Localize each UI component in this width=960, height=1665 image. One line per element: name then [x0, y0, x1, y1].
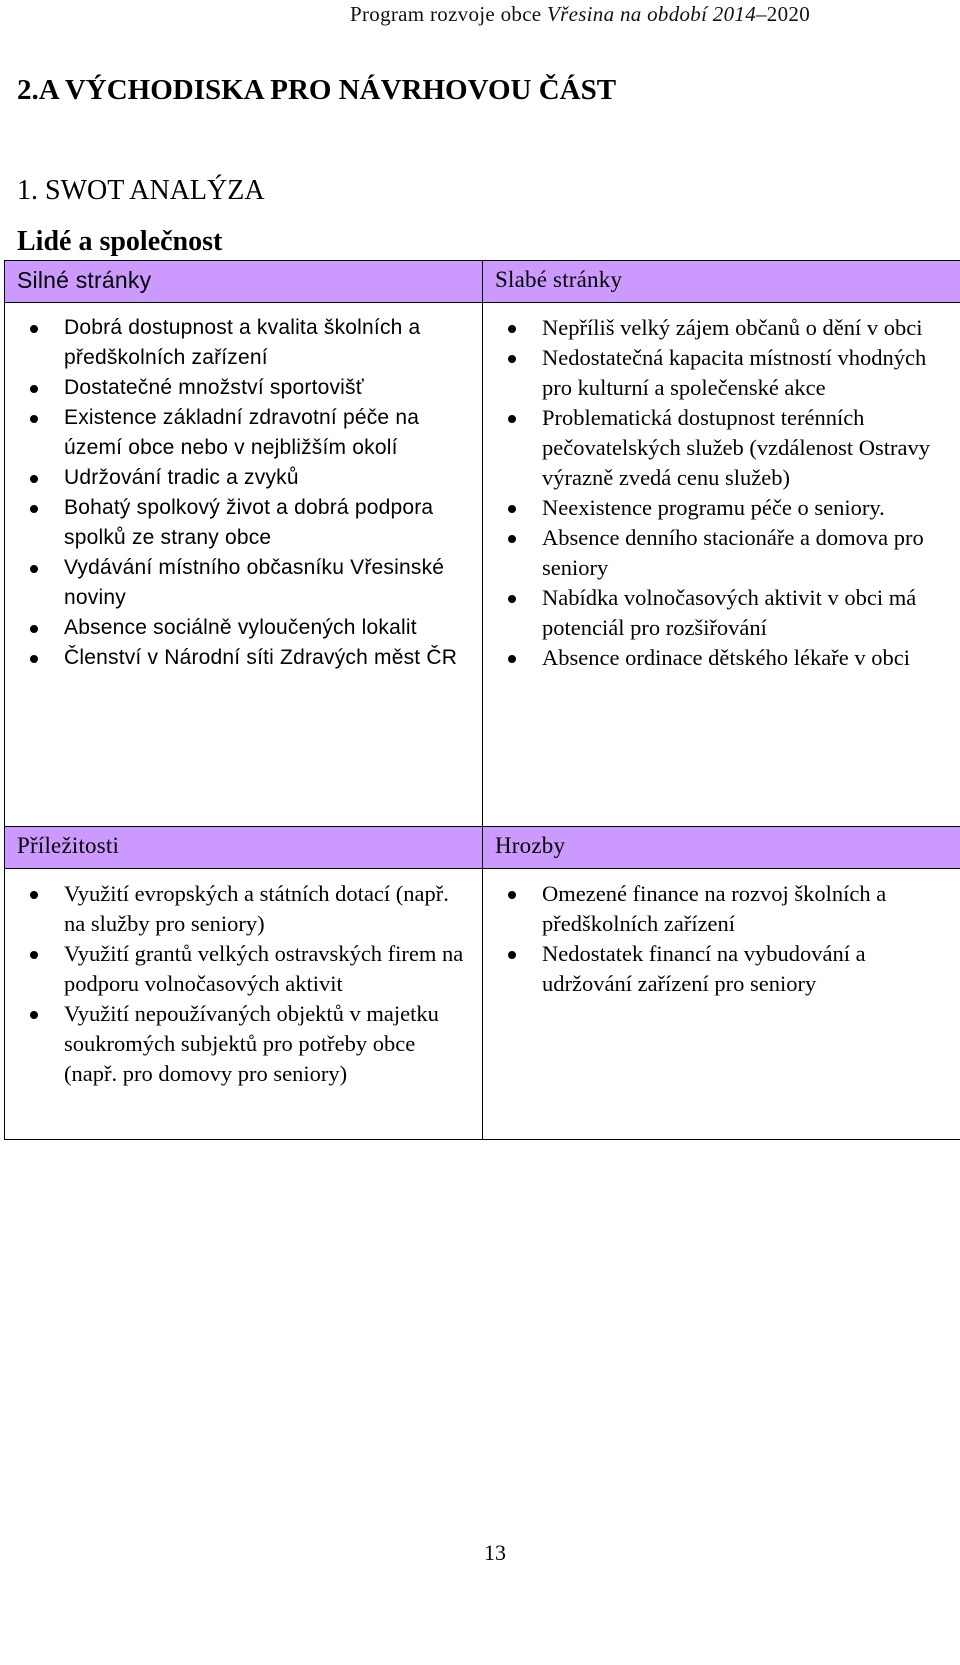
bullet-icon: [30, 625, 38, 633]
running-header-prefix: Program rozvoje obce: [350, 2, 547, 26]
list-item-text: Využití grantů velkých ostravských firem na podporu volnočasových aktivit: [64, 941, 464, 996]
list-item: [483, 523, 950, 583]
list-item: [5, 493, 472, 553]
list-item-text: Absence ordinace dětského lékaře v obci: [542, 645, 910, 670]
list-item-text: Existence základní zdravotní péče na území obce nebo v nejbližším okolí: [64, 406, 420, 459]
list-item: [5, 939, 472, 999]
strengths-cell: [5, 303, 483, 828]
bullet-icon: [508, 415, 516, 423]
subsection-title: Lidé a společnost: [17, 226, 223, 257]
bullet-icon: [508, 951, 516, 959]
bullet-icon: [508, 595, 516, 603]
list-item-text: Neexistence programu péče o seniory.: [542, 495, 885, 520]
list-item: [5, 373, 472, 403]
running-header-italic: Vřesina na období 2014: [546, 2, 756, 26]
bullet-icon: [508, 505, 516, 513]
list-item-text: Nedostatečná kapacita místností vhodných pro kulturní a společenské akce: [542, 345, 927, 400]
list-item-text: Nabídka volnočasových aktivit v obci má potenciál pro rozšiřování: [542, 585, 917, 640]
bullet-icon: [508, 891, 516, 899]
list-item-text: Nedostatek financí na vybudování a udržování zařízení pro seniory: [542, 941, 866, 996]
bullet-icon: [30, 505, 38, 513]
bullet-icon: [508, 355, 516, 363]
list-item: [483, 493, 950, 523]
list-item-text: Bohatý spolkový život a dobrá podpora spolků ze strany obce: [64, 496, 434, 549]
bullet-icon: [30, 891, 38, 899]
bullet-icon: [30, 385, 38, 393]
list-item-text: Vydávání místního občasníku Vřesinské noviny: [64, 556, 445, 609]
running-header-suffix: –2020: [756, 2, 810, 26]
list-item: [5, 553, 472, 613]
weaknesses-cell: [483, 303, 960, 828]
list-item-text: Dostatečné množství sportovišť: [64, 376, 364, 399]
bullet-icon: [508, 325, 516, 333]
bullet-icon: [30, 1011, 38, 1019]
list-item: [5, 613, 472, 643]
section-title: 2.A VÝCHODISKA PRO NÁVRHOVOU ČÁST: [17, 74, 617, 106]
opportunities-list: [5, 869, 482, 1089]
list-item: [483, 879, 950, 939]
list-item-text: Problematická dostupnost terénních pečovatelských služeb (vzdálenost Ostravy výrazně zvedá cenu služeb): [542, 405, 930, 490]
list-item: [5, 313, 472, 373]
bullet-icon: [30, 951, 38, 959]
strengths-list: [5, 303, 482, 673]
threats-cell: [483, 869, 960, 1140]
list-item: [5, 403, 472, 463]
list-item-text: Dobrá dostupnost a kvalita školních a předškolních zařízení: [64, 316, 421, 369]
list-item: [483, 583, 950, 643]
list-item: [5, 643, 472, 673]
list-item: [483, 643, 950, 673]
list-item: [483, 939, 950, 999]
strengths-header: Silné stránky: [5, 261, 483, 303]
bullet-icon: [30, 475, 38, 483]
list-item: [5, 999, 472, 1089]
list-item-text: Nepříliš velký zájem občanů o dění v obci: [542, 315, 923, 340]
weaknesses-list: [483, 303, 960, 673]
list-item: [483, 343, 950, 403]
opportunities-header: Příležitosti: [5, 827, 483, 869]
swot-title: 1. SWOT ANALÝZA: [17, 175, 265, 206]
swot-table-opportunities-threats: [4, 826, 960, 1140]
list-item: [5, 463, 472, 493]
list-item: [483, 403, 950, 493]
threats-list: [483, 869, 960, 999]
list-item-text: Členství v Národní síti Zdravých měst ČR: [64, 646, 458, 669]
list-item-text: Využití nepoužívaných objektů v majetku soukromých subjektů pro potřeby obce (např. pro domovy pro seniory): [64, 1001, 439, 1086]
opportunities-cell: [5, 869, 483, 1140]
bullet-icon: [30, 565, 38, 573]
weaknesses-header: Slabé stránky: [483, 261, 960, 303]
bullet-icon: [30, 415, 38, 423]
list-item-text: Udržování tradic a zvyků: [64, 466, 299, 489]
swot-table-strengths-weaknesses: [4, 260, 960, 828]
page-number: 13: [484, 1540, 506, 1565]
running-header: [350, 2, 810, 27]
list-item-text: Využití evropských a státních dotací (např. na služby pro seniory): [64, 881, 449, 936]
bullet-icon: [30, 325, 38, 333]
bullet-icon: [508, 655, 516, 663]
bullet-icon: [30, 655, 38, 663]
list-item-text: Absence denního stacionáře a domova pro seniory: [542, 525, 924, 580]
threats-header: Hrozby: [483, 827, 960, 869]
list-item: [483, 313, 950, 343]
bullet-icon: [508, 535, 516, 543]
list-item-text: Omezené finance na rozvoj školních a předškolních zařízení: [542, 881, 887, 936]
list-item: [5, 879, 472, 939]
list-item-text: Absence sociálně vyloučených lokalit: [64, 616, 417, 639]
